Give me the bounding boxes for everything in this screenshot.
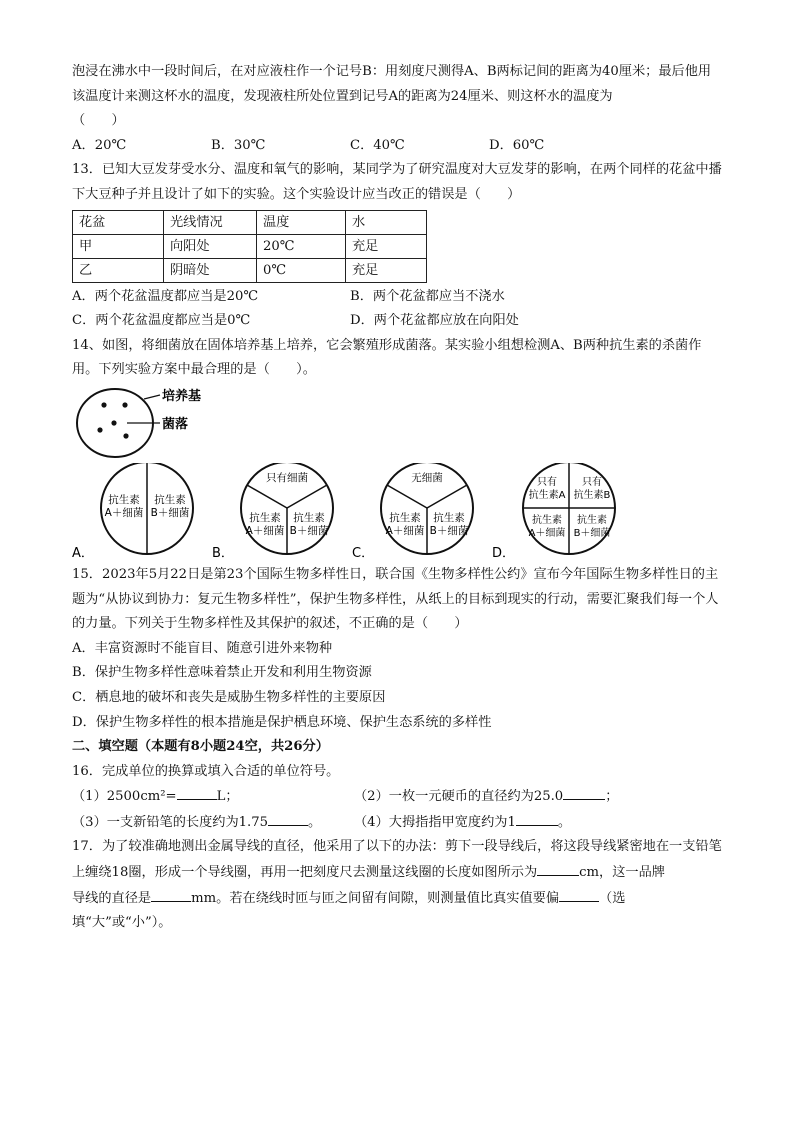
q13-option-b[interactable]: B．两个花盆都应当不浇水 (350, 288, 505, 304)
dish-d-br-l2: B＋细菌 (573, 527, 611, 539)
q14-option-c[interactable] (352, 463, 473, 561)
q17-text: 17．为了较准确地测出金属导线的直径，他采用了以下的办法：剪下一段导线后，将这段导线紧密地在一支铅笔上缠绕18圈，形成一个导线圈，再用一把刻度尺去测量这线圈的长度如图所示为 cm，这一品牌 (72, 839, 722, 881)
q15-option-d[interactable]: D．保护生物多样性的根本措施是保护栖息环境、保护生态系统的多样性 (72, 714, 492, 730)
q13-option-c[interactable]: C．两个花盆温度都应当是0℃ (72, 313, 251, 329)
q17-blank2[interactable] (151, 886, 191, 902)
q13-text: 13．已知大豆发芽受水分、温度和氧气的影响，某同学为了研究温度对大豆发芽的影响，在两个同样的花盆中播下大豆种子并且设计了如下的实验。这个实验设计应当改正的错误是（ ） (72, 162, 722, 202)
q17-blank3[interactable] (559, 886, 599, 902)
q16-blank3[interactable] (268, 810, 308, 826)
q15-option-c[interactable]: C．栖息地的破坏和丧失是威胁生物多样性的主要原因 (72, 689, 386, 705)
q16-item3: （3）一支新铅笔的长度约为1.75 。 (72, 810, 354, 836)
q12-option-b[interactable]: B．30℃ (211, 137, 266, 153)
dish-d-br-l1: 抗生素 (577, 514, 607, 526)
table-header: 水 (346, 210, 427, 234)
dish-a-right-l1: 抗生素 (154, 493, 186, 506)
dish-a-left-l1: 抗生素 (108, 493, 140, 506)
dish-c-top: 无细菌 (411, 471, 443, 484)
dish-c-left-l1: 抗生素 (389, 511, 421, 524)
q16-blank2[interactable] (563, 784, 605, 800)
q14-petri-figure (72, 383, 724, 463)
q13-options-row2 (72, 309, 724, 334)
table-cell: 充足 (346, 234, 427, 258)
q13-options-row1 (72, 285, 724, 310)
dish-a-left-l2: A＋细菌 (104, 506, 144, 519)
q15-option-a[interactable]: A．丰富资源时不能盲目、随意引进外来物种 (72, 640, 333, 656)
option-a-letter: A． (72, 545, 94, 561)
q12-text: 泡浸在沸水中一段时间后，在对应液柱作一个记号B：用刻度尺测得A、B两标记间的距离为40厘米；最后他用该温度计来测这杯水的温度，发现液柱所处位置到记号A的距离为24厘米、则这杯水的温度为 （ ） (72, 64, 712, 129)
table-cell: 20℃ (257, 234, 346, 258)
q15-option-b[interactable]: B．保护生物多样性意味着禁止开发和利用生物资源 (72, 665, 372, 681)
dish-c-right-l1: 抗生素 (433, 511, 465, 524)
dish-d-tr-l2: 抗生素B (573, 489, 611, 501)
q14-dish-options (72, 463, 724, 563)
dish-c-right-l2: B＋细菌 (429, 524, 469, 537)
table-cell: 乙 (73, 258, 164, 282)
q12-option-a[interactable]: A．20℃ (72, 137, 127, 153)
colony-dot (111, 420, 116, 425)
q13-option-d[interactable]: D．两个花盆都应放在向阳处 (350, 313, 519, 329)
q14-option-a[interactable] (72, 463, 193, 561)
dish-d-tl-l1: 只有 (537, 476, 557, 488)
petri-dish-diagram (72, 383, 272, 463)
dish-d-bl-l1: 抗生素 (532, 514, 562, 526)
q14-option-d[interactable] (492, 463, 615, 561)
q16-blank4[interactable] (516, 810, 558, 826)
dish-d-tr-l1: 只有 (582, 476, 602, 488)
q12-option-d[interactable]: D．60℃ (489, 137, 545, 153)
table-cell: 0℃ (257, 258, 346, 282)
q16-item1: （1）2500cm²= L； (72, 784, 354, 810)
q12-options (72, 134, 724, 159)
q16-row2 (72, 810, 724, 836)
table-row (73, 234, 427, 258)
table-header: 光线情况 (164, 210, 257, 234)
q13-option-a[interactable]: A．两个花盆温度都应当是20℃ (72, 288, 259, 304)
q16-item4: （4）大拇指指甲宽度约为1 。 (354, 810, 571, 836)
dish-b-top: 只有细菌 (266, 471, 308, 484)
table-row (73, 258, 427, 282)
dish-b-left-l1: 抗生素 (249, 511, 281, 524)
option-b-letter: B． (212, 545, 234, 561)
table-header: 花盆 (73, 210, 164, 234)
q17-text-2: 导线的直径是 mm。若在绕线时匝与匝之间留有间隙，则测量值比真实值要偏 （选填“大”或“小”）。 (72, 886, 724, 936)
q16-row1 (72, 784, 724, 810)
q14-options-figure (72, 463, 724, 563)
label-colony: 菌落 (162, 416, 189, 432)
q15-text: 15．2023年5月22日是第23个国际生物多样性日，联合国《生物多样性公约》宣布今年国际生物多样性日的主题为“从协议到协力：复元生物多样性”，保护生物多样性，从纸上的目标到现实的行动，需要汇聚我们每一个人的力量。下列关于生物多样性及其保护的叙述，不正确的是（ ） (72, 566, 719, 632)
exam-page (72, 60, 724, 936)
q13-table (72, 210, 427, 283)
table-cell: 甲 (73, 234, 164, 258)
medium-pointer-line (144, 395, 160, 399)
q17-blank1[interactable] (537, 860, 579, 876)
colony-dot (122, 402, 127, 407)
q16-blank1[interactable] (177, 784, 217, 800)
q14-option-b[interactable] (212, 463, 333, 561)
q14-text: 14、如图，将细菌放在固体培养基上培养，它会繁殖形成菌落。某实验小组想检测A、B两种抗生素的杀菌作用。下列实验方案中最合理的是（ ）。 (72, 337, 702, 378)
table-header-row (73, 210, 427, 234)
dish-b-right-l2: B＋细菌 (289, 524, 329, 537)
dish-d-tl-l2: 抗生素A (528, 489, 566, 501)
table-cell: 充足 (346, 258, 427, 282)
dish-b-left-l2: A＋细菌 (245, 524, 285, 537)
colony-dot (123, 433, 128, 438)
label-medium: 培养基 (162, 388, 202, 404)
q12-option-c[interactable]: C．40℃ (350, 137, 405, 153)
dish-c-left-l2: A＋细菌 (385, 524, 425, 537)
colony-dot (97, 427, 102, 432)
dish-b-right-l1: 抗生素 (293, 511, 325, 524)
table-cell: 向阳处 (164, 234, 257, 258)
table-cell: 阴暗处 (164, 258, 257, 282)
colony-dot (101, 402, 106, 407)
dish-a-right-l2: B＋细菌 (150, 506, 190, 519)
q16-item2: （2）一枚一元硬币的直径约为25.0 ； (354, 784, 618, 810)
dish-d-bl-l2: A＋细菌 (528, 527, 566, 539)
option-c-letter: C． (352, 545, 375, 561)
table-header: 温度 (257, 210, 346, 234)
option-d-letter: D． (492, 545, 516, 561)
q16-text: 16．完成单位的换算或填入合适的单位符号。 (72, 763, 340, 779)
section-2-heading: 二、填空题（本题有8小题24空，共26分） (72, 739, 329, 755)
